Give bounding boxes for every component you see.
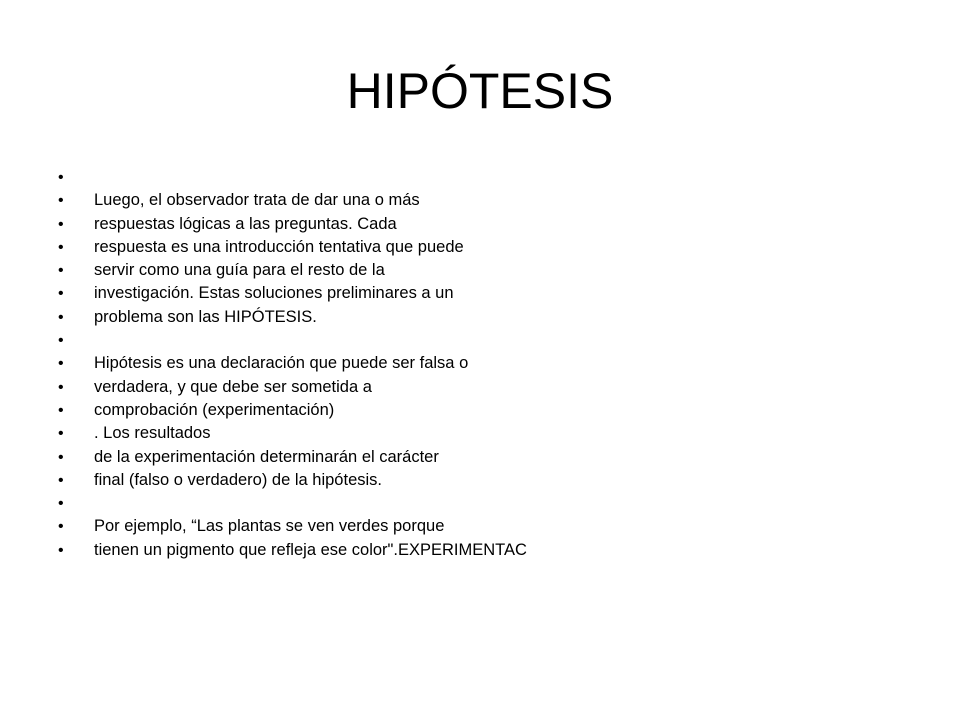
bullet-item (58, 399, 918, 422)
bullet-text: comprobación (experimentación) (94, 400, 335, 419)
bullet-item (58, 515, 918, 538)
bullet-marker: • (58, 448, 64, 466)
bullet-text: tienen un pigmento que refleja ese color".EXPERIMENTAC (94, 540, 527, 559)
bullet-item (58, 236, 918, 259)
bullet-text: verdadera, y que debe ser sometida a (94, 377, 372, 396)
bullet-text: Por ejemplo, “Las plantas se ven verdes porque (94, 517, 445, 536)
bullet-marker: • (58, 355, 64, 373)
bullet-marker: • (58, 238, 64, 256)
bullet-marker: • (58, 471, 64, 489)
bullet-marker: • (58, 425, 64, 443)
bullet-item (58, 329, 918, 352)
bullet-text: investigación. Estas soluciones preliminares a un (94, 284, 454, 303)
bullet-marker: • (58, 541, 64, 559)
bullet-item (58, 352, 918, 375)
bullet-marker: • (58, 169, 64, 186)
bullet-text: . Los resultados (94, 424, 211, 443)
bullet-marker: • (58, 518, 64, 536)
bullet-list (58, 166, 918, 562)
bullet-marker: • (58, 215, 64, 233)
bullet-text: respuestas lógicas a las preguntas. Cada (94, 214, 397, 233)
bullet-marker: • (58, 262, 64, 280)
slide-title: HIPÓTESIS (346, 63, 614, 119)
bullet-item (58, 306, 918, 329)
bullet-marker: • (58, 401, 64, 419)
bullet-marker: • (58, 378, 64, 396)
bullet-text: Luego, el observador trata de dar una o más (94, 191, 420, 210)
bullet-item (58, 166, 918, 189)
bullet-item (58, 446, 918, 469)
bullet-text: respuesta es una introducción tentativa que puede (94, 237, 464, 256)
bullet-item (58, 189, 918, 212)
bullet-marker: • (58, 332, 64, 350)
bullet-text: problema son las HIPÓTESIS. (94, 307, 317, 326)
bullet-marker: • (58, 192, 64, 210)
bullet-item (58, 539, 918, 562)
bullet-item (58, 376, 918, 399)
bullet-item (58, 213, 918, 236)
bullet-item (58, 492, 918, 515)
bullet-text: final (falso o verdadero) de la hipótesis. (94, 470, 382, 489)
bullet-text: de la experimentación determinarán el carácter (94, 447, 439, 466)
bullet-item (58, 422, 918, 445)
bullet-marker: • (58, 308, 64, 326)
bullet-marker: • (58, 495, 64, 513)
bullet-text: Hipótesis es una declaración que puede ser falsa o (94, 354, 469, 373)
bullet-item (58, 259, 918, 282)
bullet-item (58, 282, 918, 305)
bullet-text: servir como una guía para el resto de la (94, 261, 385, 280)
bullet-item (58, 469, 918, 492)
bullet-marker: • (58, 285, 64, 303)
